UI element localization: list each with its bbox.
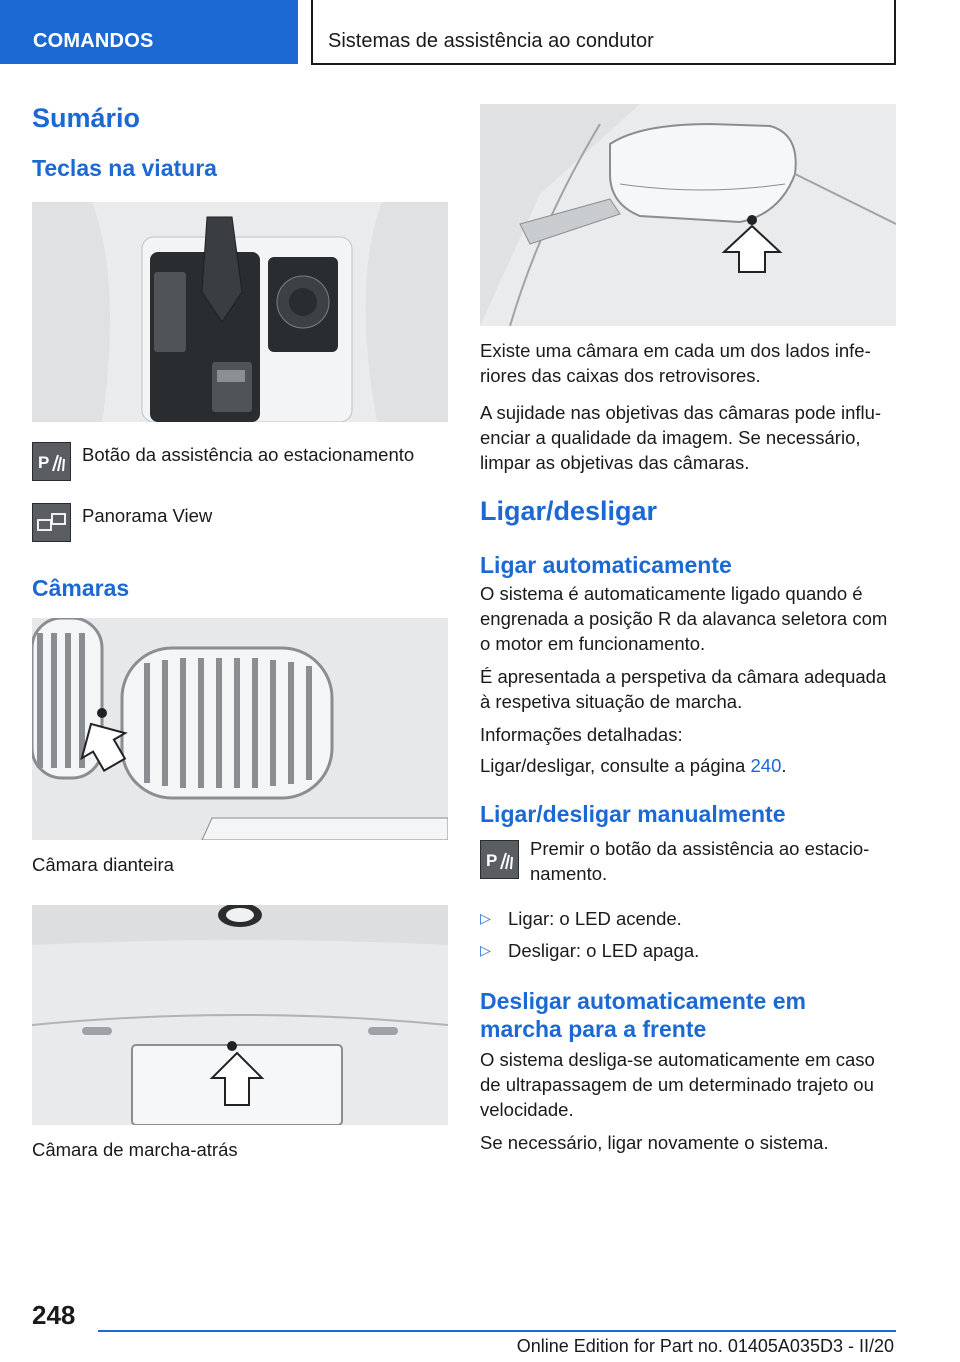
- keys-heading: Teclas na viatura: [32, 155, 217, 181]
- list-item: [480, 906, 896, 931]
- perspective-text: [480, 664, 896, 714]
- cameras-heading: Câmaras: [32, 575, 130, 601]
- chapter-title: Sistemas de assistência ao condutor: [328, 30, 654, 52]
- list-item: [480, 938, 896, 963]
- right-column: [480, 104, 896, 1155]
- list-item-text: Desligar: o LED apaga.: [508, 940, 700, 961]
- edition-note: Online Edition for Part no. 01405A035D3 - II/20: [516, 1336, 894, 1356]
- text-line: engrenada a posição R da alavanca seletora com: [480, 608, 888, 629]
- key-item-panorama: [32, 503, 448, 542]
- section-tab: [0, 0, 298, 64]
- front-camera-caption: Câmara dianteira: [32, 854, 174, 875]
- led-bullet-list: [480, 906, 896, 963]
- manual-on-off-heading: Ligar/desligar manualmente: [480, 801, 786, 827]
- list-item-text: Ligar: o LED acende.: [508, 908, 682, 929]
- bullet-triangle-icon: ▷: [480, 942, 491, 958]
- chapter-tab: [311, 0, 896, 65]
- text-line: A sujidade nas objetivas das câmaras pode influ-: [480, 402, 882, 423]
- text-line: O sistema desliga-se automaticamente em caso: [480, 1049, 875, 1070]
- heading-line: marcha para a frente: [480, 1016, 707, 1042]
- key-item-label: Botão da assistência ao estacionamento: [82, 444, 415, 465]
- auto-off-heading: [480, 987, 896, 1043]
- page-reference: [480, 753, 896, 778]
- rear-camera-caption: Câmara de marcha-atrás: [32, 1139, 238, 1160]
- auto-on-heading: Ligar automaticamente: [480, 552, 732, 578]
- key-item-label: Panorama View: [82, 505, 213, 526]
- text-line: namento.: [530, 863, 608, 884]
- manual-instruction-text: [530, 836, 869, 886]
- text-line: de ultrapassagem de um determinado trajeto ou: [480, 1074, 874, 1095]
- text-line: à respetiva situação de marcha.: [480, 691, 743, 712]
- footer-divider: [98, 1330, 896, 1332]
- auto-off-text: [480, 1047, 896, 1122]
- text-line: velocidade.: [480, 1099, 574, 1120]
- park-assist-button-icon: [32, 442, 71, 481]
- on-off-heading: Ligar/desligar: [480, 496, 658, 526]
- text-line: Premir o botão da assistência ao estacio-: [530, 838, 870, 859]
- restart-text: Se necessário, ligar novamente o sistema.: [480, 1132, 829, 1153]
- text-line: riores das caixas dos retrovisores.: [480, 365, 761, 386]
- summary-heading: Sumário: [32, 103, 141, 133]
- page-240-link[interactable]: 240: [750, 755, 782, 776]
- heading-line: Desligar automaticamente em: [480, 988, 806, 1014]
- details-label: Informações detalhadas:: [480, 724, 683, 745]
- mirror-camera-illustration: [480, 104, 896, 326]
- rear-camera-illustration: [32, 905, 448, 1125]
- reference-end: .: [781, 755, 787, 776]
- bullet-triangle-icon: ▷: [480, 910, 491, 926]
- section-title: COMANDOS: [33, 30, 154, 52]
- text-line: enciar a qualidade da imagem. Se necessário,: [480, 427, 861, 448]
- left-column: [32, 96, 448, 1162]
- text-line: O sistema é automaticamente ligado quando é: [480, 583, 863, 604]
- text-line: É apresentada a perspetiva da câmara adequada: [480, 666, 887, 687]
- panorama-view-icon: [32, 503, 71, 542]
- front-camera-illustration: [32, 618, 448, 840]
- mirror-camera-text: [480, 338, 896, 388]
- park-assist-button-icon: [480, 840, 519, 879]
- lens-dirt-text: [480, 400, 896, 475]
- text-line: limpar as objetivas das câmaras.: [480, 452, 750, 473]
- auto-on-text: [480, 581, 896, 656]
- key-item-park-assist: [32, 442, 448, 481]
- svg-text:P: P: [486, 851, 498, 870]
- svg-text:P: P: [38, 453, 50, 472]
- text-line: o motor em funcionamento.: [480, 633, 706, 654]
- reference-text: Ligar/desligar, consulte a página: [480, 755, 751, 776]
- page-number: 248: [32, 1300, 76, 1330]
- center-console-illustration: [32, 202, 448, 422]
- manual-instruction: [480, 840, 896, 886]
- text-line: Existe uma câmara em cada um dos lados infe-: [480, 340, 871, 361]
